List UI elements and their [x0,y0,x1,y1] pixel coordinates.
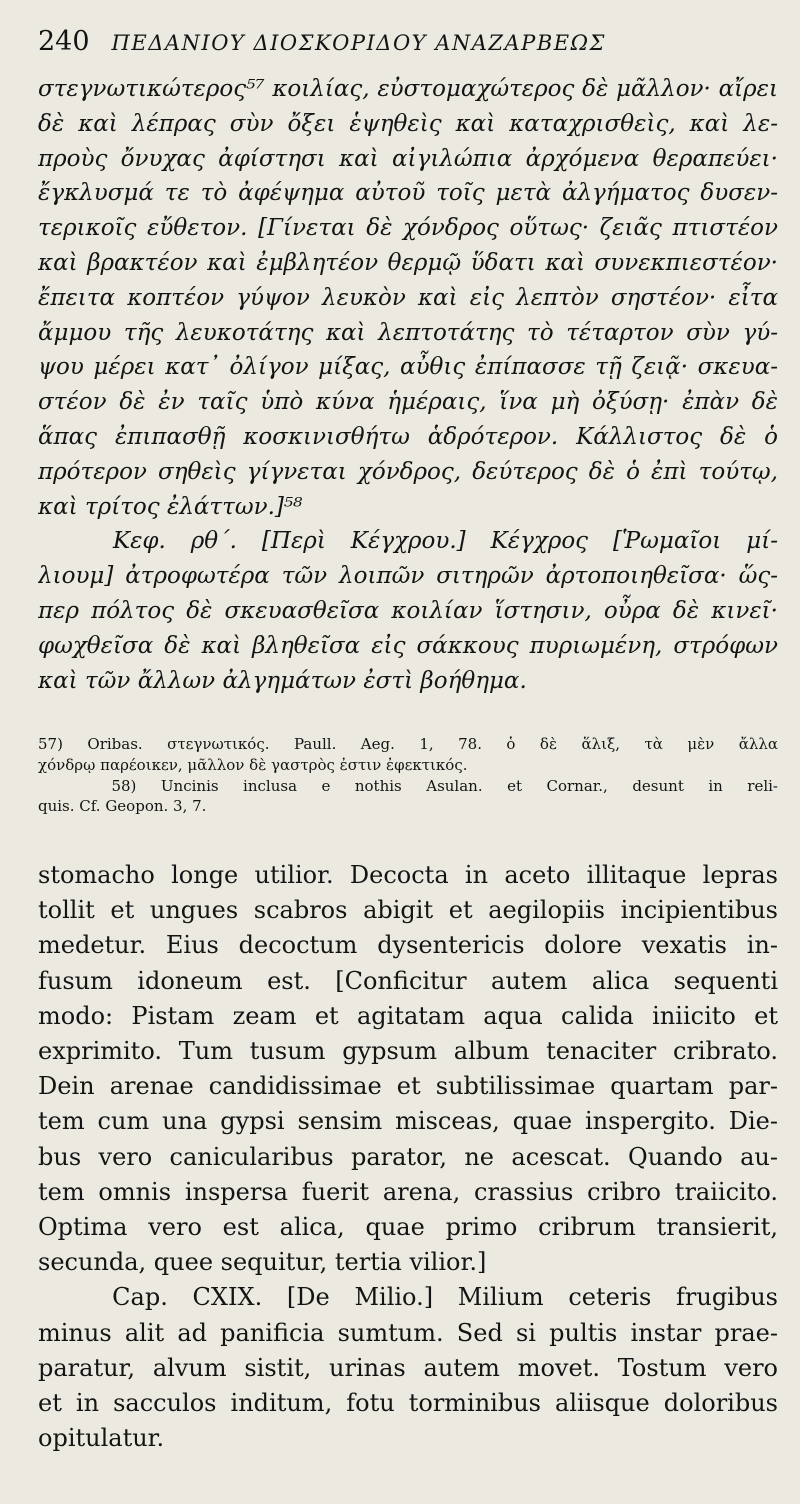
greek-line: ψου μέρει κατ᾽ ὀλίγον μίξας, αὖθις ἐπίπασσε τῇ ζειᾷ· σκευα- [38,354,778,381]
greek-line: προὺς ὄνυχας ἀφίστησι καὶ αἰγιλώπια ἀρχόμενα θεραπεύει· [38,145,778,172]
latin-line: bus vero canicularibus parator, ne acescat. Quando au- [38,1142,778,1171]
latin-text-block [38,858,778,1456]
greek-text-block [38,72,778,698]
latin-line: tem omnis inspersa fuerit arena, crassius cribro traiicito. [38,1177,778,1206]
greek-line: στέον δὲ ἐν ταῖς ὑπὸ κύνα ἡμέραις, ἵνα μὴ ὀξύσῃ· ἐπὰν δὲ [38,389,778,416]
greek-line: τερικοῖς εὔθετον. [Γίνεται δὲ χόνδρος οὕτως· ζειᾶς πτιστέον [38,215,778,242]
latin-line: tollit et ungues scabros abigit et aegilopiis incipientibus [38,896,778,925]
greek-line: ἄμμου τῆς λευκοτάτης καὶ λεπτοτάτης τὸ τέταρτον σὺν γύ- [38,319,778,346]
footnote-line: quis. Cf. Geopon. 3, 7. [38,797,207,816]
greek-line: ἔπειτα κοπτέον γύψον λευκὸν καὶ εἰς λεπτὸν σηστέον· εἶτα [38,284,778,311]
latin-line: paratur, alvum sistit, urinas autem movet. Tostum vero [38,1353,778,1382]
footnote-line: 57) Oribas. στεγνωτικός. Paull. Aeg. 1, 78. ὁ δὲ ἅλιξ, τὰ μὲν ἄλλα [38,735,778,753]
latin-chapter-heading-line: Cap. CXIX. [De Milio.] Milium ceteris frugibus [38,1283,778,1312]
page-number: 240 [38,26,90,57]
page-header [38,26,778,66]
latin-line: stomacho longe utilior. Decocta in aceto illitaque lepras [38,861,778,889]
latin-line: modo: Pistam zeam et agitatam aqua calida iniicito et [38,1001,778,1030]
latin-line: minus alit ad panificia sumtum. Sed si pultis instar prae- [38,1318,778,1347]
greek-line: φωχθεῖσα δὲ καὶ βληθεῖσα εἰς σάκκους πυριωμένη, στρόφων [38,632,778,659]
greek-line: πρότερον σηθεὶς γίγνεται χόνδρος, δεύτερος δὲ ὁ ἐπὶ τούτῳ, [38,458,778,485]
greek-line: δὲ καὶ λέπρας σὺν ὄξει ἑψηθεὶς καὶ καταχρισθεὶς, καὶ λε- [38,110,778,137]
latin-line: Dein arenae candidissimae et subtilissimae quartam par- [38,1072,778,1101]
running-title: ΠΕΔΑΝΙΟΥ ΔΙΟΣΚΟΡΙΔΟΥ ΑΝΑΖΑΡΒΕΩΣ [111,31,606,55]
greek-chapter-heading-line: Κεφ. ρθ΄. [Περὶ Κέγχρου.] Κέγχρος [Ῥωμαῖοι μί- [38,528,778,555]
greek-line: καὶ βρακτέον καὶ ἐμβλητέον θερμῷ ὕδατι καὶ συνεκπιεστέον· [38,249,778,276]
greek-line: λιουμ] ἀτροφωτέρα τῶν λοιπῶν σιτηρῶν ἀρτοποιηθεῖσα· ὥς- [38,563,778,590]
greek-line: ἔγκλυσμά τε τὸ ἀφέψημα αὐτοῦ τοῖς μετὰ ἀλγήματος δυσεν- [38,180,778,207]
greek-line: καὶ τρίτος ἐλάττων.]⁵⁸ [38,493,303,520]
footnotes [38,734,778,817]
greek-line: περ πόλτος δὲ σκευασθεῖσα κοιλίαν ἵστησιν, οὖρα δὲ κινεῖ· [38,597,778,624]
greek-line: καὶ τῶν ἄλλων ἀλγημάτων ἐστὶ βοήθημα. [38,667,527,694]
latin-line: fusum idoneum est. [Conficitur autem alica sequenti [38,966,778,995]
latin-line: opitulatur. [38,1424,165,1453]
footnote-line: 58) Uncinis inclusa e nothis Asulan. et Cornar., desunt in reli- [38,776,778,795]
greek-line: στεγνωτικώτερος⁵⁷ κοιλίας, εὐστομαχώτερος δὲ μᾶλλον· αἴρει [38,76,778,102]
latin-line: medetur. Eius decoctum dysentericis dolore vexatis in- [38,931,778,960]
latin-line: secunda, quee sequitur, tertia vilior.] [38,1248,487,1277]
latin-line: tem cum una gypsi sensim misceas, quae inspergito. Die- [38,1107,778,1136]
latin-line: Optima vero est alica, quae primo cribrum transierit, [38,1213,778,1242]
latin-line: exprimito. Tum tusum gypsum album tenaciter cribrato. [38,1037,778,1066]
greek-line: ἅπας ἐπιπασθῇ κοσκινισθήτω ἁδρότερον. Κάλλιστος δὲ ὁ [38,423,778,450]
footnote-line: χόνδρῳ παρέοικεν, μᾶλλον δὲ γαστρὸς ἐστιν ἐφεκτικός. [38,755,468,774]
latin-line: et in sacculos inditum, fotu torminibus aliisque doloribus [38,1389,778,1418]
